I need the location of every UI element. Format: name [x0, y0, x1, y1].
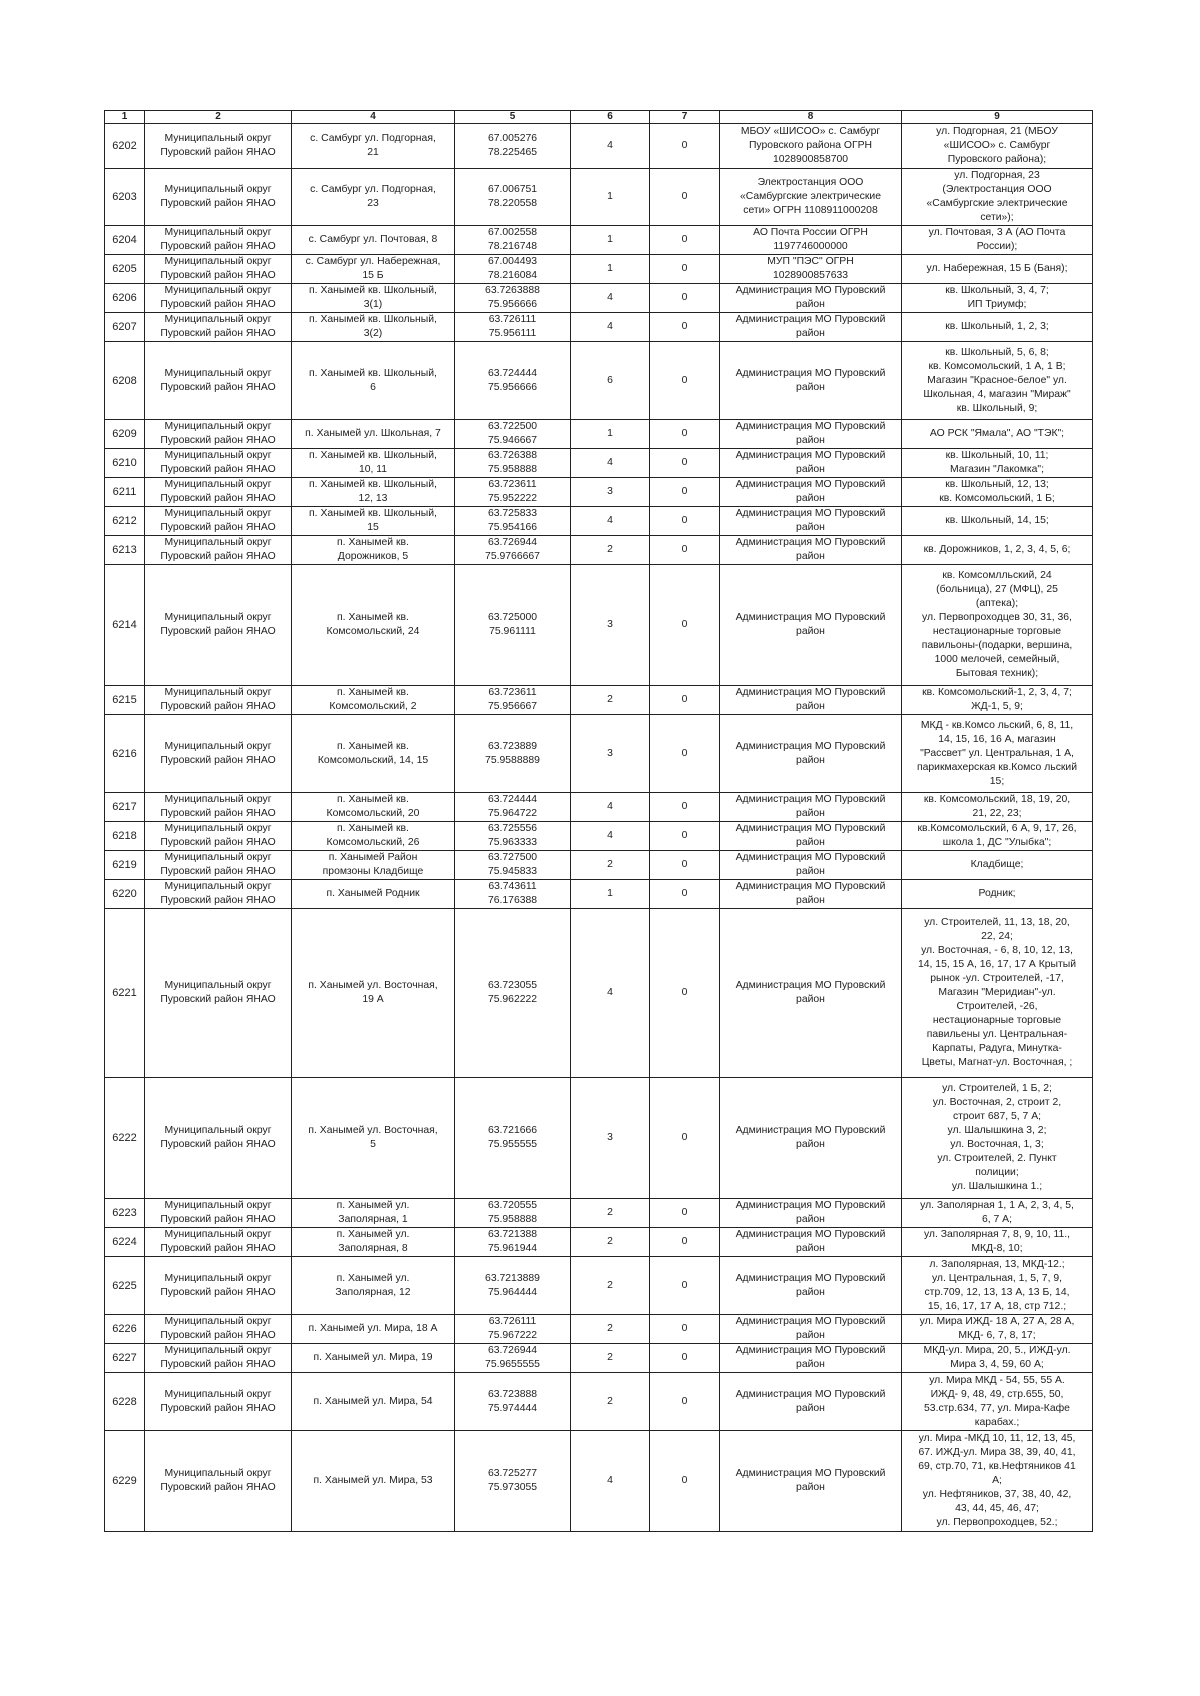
- row-number: 6217: [105, 793, 145, 822]
- coordinates-cell: 63.723889 75.9588889: [455, 715, 571, 793]
- table-row: [105, 342, 1093, 420]
- coordinates-cell: 63.7263888 75.956666: [455, 284, 571, 313]
- address-cell: п. Ханымей кв. Школьный, 12, 13: [292, 478, 455, 507]
- zero-cell: 0: [650, 124, 720, 169]
- table-row: [105, 1315, 1093, 1344]
- zero-cell: 0: [650, 686, 720, 715]
- district-cell: Муниципальный округ Пуровский район ЯНАО: [145, 1228, 292, 1257]
- zero-cell: 0: [650, 1078, 720, 1199]
- zero-cell: 0: [650, 226, 720, 255]
- zero-cell: 0: [650, 822, 720, 851]
- count-cell: 4: [571, 793, 650, 822]
- zero-cell: 0: [650, 284, 720, 313]
- count-cell: 3: [571, 478, 650, 507]
- address-cell: п. Ханымей кв. Комсомольский, 24: [292, 565, 455, 686]
- address-cell: с. Самбург ул. Набережная, 15 Б: [292, 255, 455, 284]
- table-row: [105, 284, 1093, 313]
- objects-cell: кв. Комсомольский-1, 2, 3, 4, 7; ЖД-1, 5, 9;: [902, 686, 1093, 715]
- table-row: [105, 536, 1093, 565]
- district-cell: Муниципальный округ Пуровский район ЯНАО: [145, 536, 292, 565]
- table-row: [105, 226, 1093, 255]
- row-number: 6202: [105, 124, 145, 169]
- zero-cell: 0: [650, 793, 720, 822]
- row-number: 6213: [105, 536, 145, 565]
- coordinates-cell: 63.726111 75.956111: [455, 313, 571, 342]
- zero-cell: 0: [650, 1315, 720, 1344]
- coordinates-cell: 63.726944 75.9766667: [455, 536, 571, 565]
- coordinates-cell: 63.726944 75.9655555: [455, 1344, 571, 1373]
- zero-cell: 0: [650, 313, 720, 342]
- table-row: [105, 880, 1093, 909]
- count-cell: 4: [571, 822, 650, 851]
- row-number: 6226: [105, 1315, 145, 1344]
- owner-cell: Администрация МО Пуровский район: [720, 536, 902, 565]
- table-row: [105, 1199, 1093, 1228]
- district-cell: Муниципальный округ Пуровский район ЯНАО: [145, 686, 292, 715]
- district-cell: Муниципальный округ Пуровский район ЯНАО: [145, 507, 292, 536]
- address-cell: п. Ханымей кв. Школьный, 3(2): [292, 313, 455, 342]
- owner-cell: Администрация МО Пуровский район: [720, 1257, 902, 1315]
- district-cell: Муниципальный округ Пуровский район ЯНАО: [145, 1373, 292, 1431]
- district-cell: Муниципальный округ Пуровский район ЯНАО: [145, 1199, 292, 1228]
- coordinates-cell: 63.723611 75.956667: [455, 686, 571, 715]
- coordinates-cell: 63.725277 75.973055: [455, 1431, 571, 1532]
- table-row: [105, 1257, 1093, 1315]
- coordinates-cell: 63.724444 75.956666: [455, 342, 571, 420]
- objects-cell: АО РСК "Ямала", АО "ТЭК";: [902, 420, 1093, 449]
- count-cell: 1: [571, 255, 650, 284]
- table-row: [105, 169, 1093, 226]
- count-cell: 2: [571, 851, 650, 880]
- objects-cell: кв.Комсомольский, 6 А, 9, 17, 26, школа 1, ДС "Улыбка";: [902, 822, 1093, 851]
- row-number: 6203: [105, 169, 145, 226]
- owner-cell: Администрация МО Пуровский район: [720, 1199, 902, 1228]
- address-cell: п. Ханымей кв. Комсомольский, 14, 15: [292, 715, 455, 793]
- owner-cell: Администрация МО Пуровский район: [720, 1431, 902, 1532]
- zero-cell: 0: [650, 478, 720, 507]
- zero-cell: 0: [650, 1199, 720, 1228]
- table-row: [105, 124, 1093, 169]
- address-cell: п. Ханымей Район промзоны Кладбище: [292, 851, 455, 880]
- zero-cell: 0: [650, 1228, 720, 1257]
- count-cell: 3: [571, 1078, 650, 1199]
- district-cell: Муниципальный округ Пуровский район ЯНАО: [145, 342, 292, 420]
- address-cell: п. Ханымей ул. Мира, 18 А: [292, 1315, 455, 1344]
- district-cell: Муниципальный округ Пуровский район ЯНАО: [145, 124, 292, 169]
- objects-cell: ул. Строителей, 1 Б, 2; ул. Восточная, 2, строит 2, строит 687, 5, 7 А; ул. Шалышкина 3, 2; ул. Восточная, 1, 3; ул. Строителей, 2. Пункт полиции; ул. Шалышкина 1.;: [902, 1078, 1093, 1199]
- address-cell: п. Ханымей ул. Мира, 54: [292, 1373, 455, 1431]
- owner-cell: Администрация МО Пуровский район: [720, 342, 902, 420]
- district-cell: Муниципальный округ Пуровский район ЯНАО: [145, 313, 292, 342]
- header-col-9: 9: [902, 111, 1093, 124]
- count-cell: 1: [571, 420, 650, 449]
- zero-cell: 0: [650, 420, 720, 449]
- owner-cell: Администрация МО Пуровский район: [720, 420, 902, 449]
- objects-cell: кв. Школьный, 12, 13; кв. Комсомольский, 1 Б;: [902, 478, 1093, 507]
- owner-cell: Электростанция ООО «Самбургские электрические сети» ОГРН 1108911000208: [720, 169, 902, 226]
- owner-cell: Администрация МО Пуровский район: [720, 1228, 902, 1257]
- header-col-1: 1: [105, 111, 145, 124]
- row-number: 6205: [105, 255, 145, 284]
- zero-cell: 0: [650, 255, 720, 284]
- coordinates-cell: 63.722500 75.946667: [455, 420, 571, 449]
- row-number: 6208: [105, 342, 145, 420]
- zero-cell: 0: [650, 1373, 720, 1431]
- table-row: [105, 793, 1093, 822]
- count-cell: 2: [571, 1257, 650, 1315]
- owner-cell: Администрация МО Пуровский район: [720, 1373, 902, 1431]
- owner-cell: Администрация МО Пуровский район: [720, 715, 902, 793]
- district-cell: Муниципальный округ Пуровский район ЯНАО: [145, 478, 292, 507]
- row-number: 6228: [105, 1373, 145, 1431]
- objects-cell: ул. Мира ИЖД- 18 А, 27 А, 28 А, МКД- 6, 7, 8, 17;: [902, 1315, 1093, 1344]
- owner-cell: Администрация МО Пуровский район: [720, 793, 902, 822]
- zero-cell: 0: [650, 342, 720, 420]
- zero-cell: 0: [650, 880, 720, 909]
- count-cell: 4: [571, 284, 650, 313]
- count-cell: 4: [571, 1431, 650, 1532]
- coordinates-cell: 67.005276 78.225465: [455, 124, 571, 169]
- coordinates-cell: 63.721388 75.961944: [455, 1228, 571, 1257]
- district-cell: Муниципальный округ Пуровский район ЯНАО: [145, 449, 292, 478]
- table-row: [105, 1228, 1093, 1257]
- count-cell: 2: [571, 1228, 650, 1257]
- address-cell: п. Ханымей кв. Комсомольский, 20: [292, 793, 455, 822]
- objects-cell: кв. Школьный, 14, 15;: [902, 507, 1093, 536]
- header-col-6: 6: [571, 111, 650, 124]
- address-cell: п. Ханымей кв. Дорожников, 5: [292, 536, 455, 565]
- coordinates-cell: 67.006751 78.220558: [455, 169, 571, 226]
- coordinates-cell: 63.7213889 75.964444: [455, 1257, 571, 1315]
- zero-cell: 0: [650, 715, 720, 793]
- owner-cell: МБОУ «ШИСОО» с. Самбург Пуровского района ОГРН 1028900858700: [720, 124, 902, 169]
- zero-cell: 0: [650, 1344, 720, 1373]
- table-row: [105, 822, 1093, 851]
- address-cell: п. Ханымей кв. Школьный, 15: [292, 507, 455, 536]
- count-cell: 4: [571, 507, 650, 536]
- count-cell: 3: [571, 565, 650, 686]
- table-row: [105, 565, 1093, 686]
- address-cell: п. Ханымей кв. Школьный, 10, 11: [292, 449, 455, 478]
- address-cell: п. Ханымей ул. Заполярная, 12: [292, 1257, 455, 1315]
- owner-cell: Администрация МО Пуровский район: [720, 478, 902, 507]
- count-cell: 1: [571, 169, 650, 226]
- owner-cell: Администрация МО Пуровский район: [720, 449, 902, 478]
- count-cell: 6: [571, 342, 650, 420]
- zero-cell: 0: [650, 1431, 720, 1532]
- coordinates-cell: 67.004493 78.216084: [455, 255, 571, 284]
- objects-cell: кв. Дорожников, 1, 2, 3, 4, 5, 6;: [902, 536, 1093, 565]
- coordinates-cell: 63.723055 75.962222: [455, 909, 571, 1078]
- row-number: 6229: [105, 1431, 145, 1532]
- row-number: 6223: [105, 1199, 145, 1228]
- district-cell: Муниципальный округ Пуровский район ЯНАО: [145, 909, 292, 1078]
- district-cell: Муниципальный округ Пуровский район ЯНАО: [145, 1431, 292, 1532]
- count-cell: 1: [571, 880, 650, 909]
- district-cell: Муниципальный округ Пуровский район ЯНАО: [145, 169, 292, 226]
- address-cell: с. Самбург ул. Почтовая, 8: [292, 226, 455, 255]
- row-number: 6227: [105, 1344, 145, 1373]
- objects-cell: МКД-ул. Мира, 20, 5., ИЖД-ул. Мира 3, 4, 59, 60 А;: [902, 1344, 1093, 1373]
- coordinates-cell: 63.723888 75.974444: [455, 1373, 571, 1431]
- address-cell: п. Ханымей ул. Заполярная, 1: [292, 1199, 455, 1228]
- table-row: [105, 478, 1093, 507]
- district-cell: Муниципальный округ Пуровский район ЯНАО: [145, 565, 292, 686]
- objects-cell: ул. Строителей, 11, 13, 18, 20, 22, 24; ул. Восточная, - 6, 8, 10, 12, 13, 14, 15, 15 А, 16, 17, 17 А Крытый рынок -ул. Строителей, -17, Магазин "Меридиан"-ул. Строителей, -26, нестационарные торговые павильены ул. Центральная- Карпаты, Радуга, Минутка- Цветы, Магнат-ул. Восточная, ;: [902, 909, 1093, 1078]
- coordinates-cell: 67.002558 78.216748: [455, 226, 571, 255]
- address-cell: п. Ханымей кв. Школьный, 3(1): [292, 284, 455, 313]
- header-col-8: 8: [720, 111, 902, 124]
- table-row: [105, 909, 1093, 1078]
- table-row: [105, 1373, 1093, 1431]
- row-number: 6209: [105, 420, 145, 449]
- row-number: 6221: [105, 909, 145, 1078]
- table-row: [105, 715, 1093, 793]
- row-number: 6211: [105, 478, 145, 507]
- address-cell: п. Ханымей ул. Заполярная, 8: [292, 1228, 455, 1257]
- row-number: 6222: [105, 1078, 145, 1199]
- owner-cell: Администрация МО Пуровский район: [720, 686, 902, 715]
- coordinates-cell: 63.725000 75.961111: [455, 565, 571, 686]
- district-cell: Муниципальный округ Пуровский район ЯНАО: [145, 226, 292, 255]
- table-body: [105, 124, 1093, 1532]
- objects-cell: л. Заполярная, 13, МКД-12.; ул. Центральная, 1, 5, 7, 9, стр.709, 12, 13, 13 А, 13 Б, 14, 15, 16, 17, 17 А, 18, стр 712.;: [902, 1257, 1093, 1315]
- coordinates-cell: 63.724444 75.964722: [455, 793, 571, 822]
- objects-cell: кв. Школьный, 1, 2, 3;: [902, 313, 1093, 342]
- count-cell: 2: [571, 1199, 650, 1228]
- objects-cell: ул. Подгорная, 23 (Электростанция ООО «Самбургские электрические сети»);: [902, 169, 1093, 226]
- address-cell: п. Ханымей Родник: [292, 880, 455, 909]
- coordinates-cell: 63.726388 75.958888: [455, 449, 571, 478]
- row-number: 6225: [105, 1257, 145, 1315]
- address-cell: п. Ханымей ул. Мира, 53: [292, 1431, 455, 1532]
- objects-cell: кв. Комсомлльский, 24 (больница), 27 (МФЦ), 25 (аптека); ул. Первопроходцев 30, 31, 36, нестационарные торговые павильоны-(подарки, вершина, 1000 мелочей, семейный, Бытовая техник);: [902, 565, 1093, 686]
- row-number: 6207: [105, 313, 145, 342]
- objects-cell: кв. Школьный, 10, 11; Магазин "Лакомка";: [902, 449, 1093, 478]
- owner-cell: Администрация МО Пуровский район: [720, 507, 902, 536]
- coordinates-cell: 63.721666 75.955555: [455, 1078, 571, 1199]
- header-row: [105, 111, 1093, 124]
- coordinates-cell: 63.723611 75.952222: [455, 478, 571, 507]
- header-col-5: 5: [455, 111, 571, 124]
- district-cell: Муниципальный округ Пуровский район ЯНАО: [145, 715, 292, 793]
- objects-cell: ул. Заполярная 1, 1 А, 2, 3, 4, 5, 6, 7 А;: [902, 1199, 1093, 1228]
- table-row: [105, 1431, 1093, 1532]
- district-cell: Муниципальный округ Пуровский район ЯНАО: [145, 420, 292, 449]
- district-cell: Муниципальный округ Пуровский район ЯНАО: [145, 1257, 292, 1315]
- table-row: [105, 1078, 1093, 1199]
- count-cell: 4: [571, 313, 650, 342]
- owner-cell: Администрация МО Пуровский район: [720, 313, 902, 342]
- district-cell: Муниципальный округ Пуровский район ЯНАО: [145, 793, 292, 822]
- coordinates-cell: 63.726111 75.967222: [455, 1315, 571, 1344]
- objects-cell: кв. Комсомольский, 18, 19, 20, 21, 22, 23;: [902, 793, 1093, 822]
- objects-cell: ул. Мира -МКД 10, 11, 12, 13, 45, 67. ИЖД-ул. Мира 38, 39, 40, 41, 69, стр.70, 71, кв.Нефтяников 41 А; ул. Нефтяников, 37, 38, 40, 42, 43, 44, 45, 46, 47; ул. Первопроходцев, 52.;: [902, 1431, 1093, 1532]
- count-cell: 2: [571, 1373, 650, 1431]
- owner-cell: Администрация МО Пуровский район: [720, 909, 902, 1078]
- address-cell: п. Ханымей ул. Восточная, 19 А: [292, 909, 455, 1078]
- district-cell: Муниципальный округ Пуровский район ЯНАО: [145, 880, 292, 909]
- district-cell: Муниципальный округ Пуровский район ЯНАО: [145, 1078, 292, 1199]
- zero-cell: 0: [650, 851, 720, 880]
- zero-cell: 0: [650, 1257, 720, 1315]
- row-number: 6214: [105, 565, 145, 686]
- zero-cell: 0: [650, 565, 720, 686]
- count-cell: 4: [571, 449, 650, 478]
- district-cell: Муниципальный округ Пуровский район ЯНАО: [145, 1344, 292, 1373]
- table-row: [105, 420, 1093, 449]
- objects-cell: ул. Мира МКД - 54, 55, 55 А. ИЖД- 9, 48, 49, стр.655, 50, 53.стр.634, 77, ул. Мира-Кафе карабах.;: [902, 1373, 1093, 1431]
- objects-cell: МКД - кв.Комсо льский, 6, 8, 11, 14, 15, 16, 16 А, магазин "Рассвет" ул. Центральная, 1 А, парикмахерская кв.Комсо льский 15;: [902, 715, 1093, 793]
- zero-cell: 0: [650, 909, 720, 1078]
- row-number: 6220: [105, 880, 145, 909]
- header-col-4: 4: [292, 111, 455, 124]
- owner-cell: Администрация МО Пуровский район: [720, 1078, 902, 1199]
- table-row: [105, 686, 1093, 715]
- district-cell: Муниципальный округ Пуровский район ЯНАО: [145, 851, 292, 880]
- table-row: [105, 313, 1093, 342]
- count-cell: 2: [571, 686, 650, 715]
- coordinates-cell: 63.743611 76.176388: [455, 880, 571, 909]
- row-number: 6204: [105, 226, 145, 255]
- row-number: 6210: [105, 449, 145, 478]
- address-cell: п. Ханымей ул. Восточная, 5: [292, 1078, 455, 1199]
- district-cell: Муниципальный округ Пуровский район ЯНАО: [145, 1315, 292, 1344]
- row-number: 6219: [105, 851, 145, 880]
- objects-cell: кв. Школьный, 5, 6, 8; кв. Комсомольский, 1 А, 1 В; Магазин "Красное-белое" ул. Школьная, 4, магазин "Мираж" кв. Школьный, 9;: [902, 342, 1093, 420]
- owner-cell: Администрация МО Пуровский район: [720, 1315, 902, 1344]
- address-cell: п. Ханымей ул. Школьная, 7: [292, 420, 455, 449]
- district-cell: Муниципальный округ Пуровский район ЯНАО: [145, 284, 292, 313]
- objects-cell: ул. Подгорная, 21 (МБОУ «ШИСОО» с. Самбург Пуровского района);: [902, 124, 1093, 169]
- objects-cell: ул. Набережная, 15 Б (Баня);: [902, 255, 1093, 284]
- count-cell: 4: [571, 909, 650, 1078]
- header-col-7: 7: [650, 111, 720, 124]
- registry-table: [104, 110, 1093, 1532]
- coordinates-cell: 63.725556 75.963333: [455, 822, 571, 851]
- count-cell: 1: [571, 226, 650, 255]
- owner-cell: Администрация МО Пуровский район: [720, 565, 902, 686]
- row-number: 6218: [105, 822, 145, 851]
- coordinates-cell: 63.727500 75.945833: [455, 851, 571, 880]
- count-cell: 4: [571, 124, 650, 169]
- objects-cell: кв. Школьный, 3, 4, 7; ИП Триумф;: [902, 284, 1093, 313]
- row-number: 6206: [105, 284, 145, 313]
- owner-cell: Администрация МО Пуровский район: [720, 822, 902, 851]
- address-cell: п. Ханымей ул. Мира, 19: [292, 1344, 455, 1373]
- table-row: [105, 1344, 1093, 1373]
- objects-cell: Кладбище;: [902, 851, 1093, 880]
- objects-cell: ул. Заполярная 7, 8, 9, 10, 11., МКД-8, 10;: [902, 1228, 1093, 1257]
- owner-cell: Администрация МО Пуровский район: [720, 851, 902, 880]
- address-cell: п. Ханымей кв. Школьный, 6: [292, 342, 455, 420]
- zero-cell: 0: [650, 449, 720, 478]
- header-col-2: 2: [145, 111, 292, 124]
- address-cell: с. Самбург ул. Подгорная, 23: [292, 169, 455, 226]
- row-number: 6215: [105, 686, 145, 715]
- table-row: [105, 255, 1093, 284]
- owner-cell: МУП "ПЭС" ОГРН 1028900857633: [720, 255, 902, 284]
- coordinates-cell: 63.720555 75.958888: [455, 1199, 571, 1228]
- table-row: [105, 507, 1093, 536]
- objects-cell: ул. Почтовая, 3 А (АО Почта России);: [902, 226, 1093, 255]
- owner-cell: АО Почта России ОГРН 1197746000000: [720, 226, 902, 255]
- objects-cell: Родник;: [902, 880, 1093, 909]
- row-number: 6212: [105, 507, 145, 536]
- count-cell: 2: [571, 1315, 650, 1344]
- owner-cell: Администрация МО Пуровский район: [720, 284, 902, 313]
- address-cell: п. Ханымей кв. Комсомольский, 2: [292, 686, 455, 715]
- zero-cell: 0: [650, 536, 720, 565]
- count-cell: 3: [571, 715, 650, 793]
- district-cell: Муниципальный округ Пуровский район ЯНАО: [145, 255, 292, 284]
- zero-cell: 0: [650, 507, 720, 536]
- count-cell: 2: [571, 536, 650, 565]
- table-row: [105, 449, 1093, 478]
- district-cell: Муниципальный округ Пуровский район ЯНАО: [145, 822, 292, 851]
- address-cell: с. Самбург ул. Подгорная, 21: [292, 124, 455, 169]
- owner-cell: Администрация МО Пуровский район: [720, 1344, 902, 1373]
- count-cell: 2: [571, 1344, 650, 1373]
- owner-cell: Администрация МО Пуровский район: [720, 880, 902, 909]
- coordinates-cell: 63.725833 75.954166: [455, 507, 571, 536]
- address-cell: п. Ханымей кв. Комсомольский, 26: [292, 822, 455, 851]
- row-number: 6216: [105, 715, 145, 793]
- table-row: [105, 851, 1093, 880]
- row-number: 6224: [105, 1228, 145, 1257]
- zero-cell: 0: [650, 169, 720, 226]
